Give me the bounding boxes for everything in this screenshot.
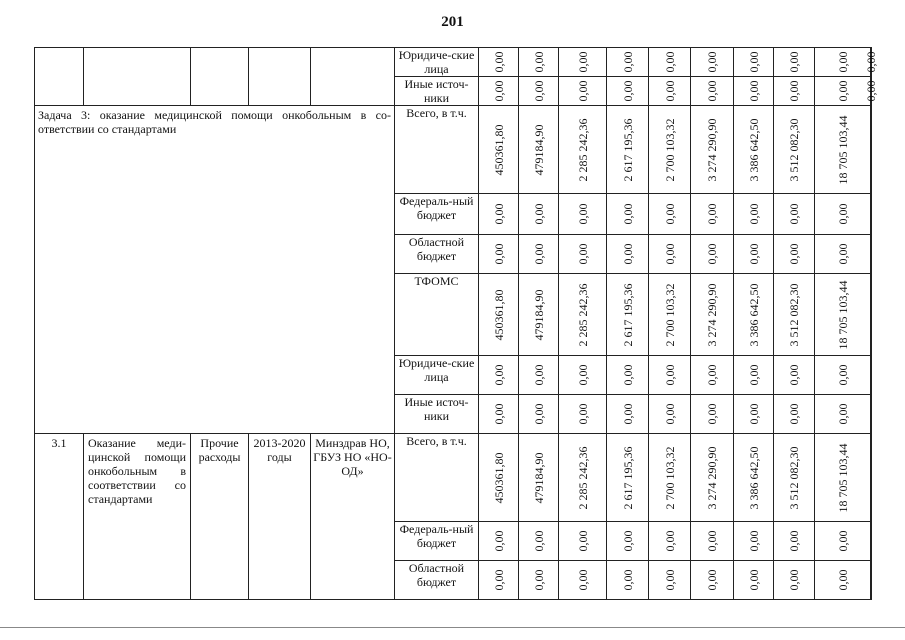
value-cell (649, 48, 691, 77)
value-cell (607, 274, 649, 356)
value-cell (734, 274, 774, 356)
value-text: 0,00 (787, 403, 801, 425)
value-text: 479184,90 (531, 124, 546, 175)
value-text: 479184,90 (531, 452, 546, 503)
value-cell (479, 235, 519, 274)
value-cell (774, 235, 815, 274)
value-cell (691, 48, 734, 77)
value-text: 0,00 (662, 530, 677, 552)
value-text: 450361,80 (491, 289, 506, 340)
value-cell (815, 274, 871, 356)
value-text: 0,00 (746, 243, 761, 265)
value-text: 0,00 (705, 243, 719, 265)
value-cell (649, 434, 691, 522)
value-cell (815, 395, 871, 434)
funding-source: Областной бюджет (395, 561, 479, 600)
value-text: 0,00 (746, 569, 761, 591)
value-text: 0,00 (575, 80, 590, 102)
value-text: 0,00 (787, 530, 801, 552)
value-cell (734, 235, 774, 274)
value-cell (815, 106, 871, 194)
value-text: 0,00 (864, 80, 878, 102)
funding-source: Всего, в т.ч. (395, 106, 479, 194)
value-cell (864, 77, 878, 106)
value-cell (479, 77, 519, 106)
value-text: 0,00 (575, 530, 590, 552)
value-text: 18 705 103,44 (835, 443, 850, 512)
value-text: 0,00 (746, 80, 761, 102)
value-cell (691, 395, 734, 434)
value-cell (649, 356, 691, 395)
value-text: 0,00 (835, 403, 850, 425)
value-text: 0,00 (575, 569, 590, 591)
value-text: 0,00 (787, 51, 801, 73)
table-row (35, 106, 872, 194)
value-text: 0,00 (531, 403, 546, 425)
value-cell (519, 77, 559, 106)
value-cell (607, 522, 649, 561)
value-text: 0,00 (705, 364, 719, 386)
value-text: 0,00 (746, 51, 761, 73)
value-text: 0,00 (575, 51, 590, 73)
value-text: 0,00 (575, 203, 590, 225)
value-cell (734, 194, 774, 235)
value-cell (774, 274, 815, 356)
value-text: 0,00 (864, 51, 878, 73)
value-cell (774, 434, 815, 522)
value-cell (607, 48, 649, 77)
value-cell (479, 434, 519, 522)
bottom-rule (0, 627, 905, 628)
value-cell (607, 356, 649, 395)
value-cell (734, 522, 774, 561)
value-text: 2 700 103,32 (662, 283, 677, 346)
value-cell (649, 194, 691, 235)
value-cell (519, 522, 559, 561)
value-text: 0,00 (620, 530, 635, 552)
value-text: 0,00 (787, 364, 801, 386)
value-cell (479, 274, 519, 356)
value-text: 0,00 (620, 569, 635, 591)
value-cell (871, 522, 872, 561)
page-number: 201 (441, 14, 464, 30)
value-cell (519, 434, 559, 522)
value-cell (559, 561, 607, 600)
value-cell (734, 48, 774, 77)
value-text: 0,00 (620, 403, 635, 425)
value-text: 3 274 290,90 (705, 118, 719, 181)
value-cell (871, 194, 872, 235)
value-text: 2 700 103,32 (662, 118, 677, 181)
value-text: 0,00 (835, 51, 850, 73)
value-text: 0,00 (531, 203, 546, 225)
value-text: 0,00 (491, 530, 506, 552)
value-cell (871, 561, 872, 600)
item-period: 2013-2020 годы (249, 434, 311, 600)
value-cell (649, 77, 691, 106)
value-cell (559, 395, 607, 434)
value-text: 0,00 (705, 51, 719, 73)
value-text: 0,00 (620, 364, 635, 386)
value-text: 0,00 (835, 530, 850, 552)
funding-source: Юридиче-ские лица (395, 48, 479, 77)
value-text: 0,00 (746, 203, 761, 225)
value-text: 3 274 290,90 (705, 283, 719, 346)
value-cell (815, 48, 871, 77)
value-text: 0,00 (746, 530, 761, 552)
task3-title: Задача 3: оказание медицинской помощи онкобольным в со-ответствии со стандартами (35, 106, 395, 434)
value-text: 0,00 (491, 243, 506, 265)
value-cell (871, 235, 872, 274)
value-text: 3 274 290,90 (705, 446, 719, 509)
empty-cell-executor (311, 48, 395, 106)
item-executor: Минздрав НО, ГБУЗ НО «НО-ОД» (311, 434, 395, 600)
value-cell (691, 356, 734, 395)
value-text: 2 700 103,32 (662, 446, 677, 509)
funding-source: Всего, в т.ч. (395, 434, 479, 522)
value-cell (649, 235, 691, 274)
value-text: 3 386 642,50 (746, 118, 761, 181)
value-cell (519, 48, 559, 77)
value-cell (479, 395, 519, 434)
value-cell (774, 395, 815, 434)
value-cell (691, 106, 734, 194)
value-cell (774, 561, 815, 600)
value-cell (691, 434, 734, 522)
value-text: 0,00 (662, 569, 677, 591)
value-text: 2 285 242,36 (575, 446, 590, 509)
value-cell (519, 274, 559, 356)
value-cell (559, 194, 607, 235)
value-text: 0,00 (746, 364, 761, 386)
value-cell (559, 522, 607, 561)
item-number: 3.1 (35, 434, 84, 600)
value-cell (519, 395, 559, 434)
value-text: 0,00 (531, 530, 546, 552)
value-text: 3 386 642,50 (746, 446, 761, 509)
value-text: 2 617 195,36 (620, 283, 635, 346)
value-text: 0,00 (705, 569, 719, 591)
value-text: 0,00 (531, 51, 546, 73)
value-cell (734, 561, 774, 600)
value-text: 0,00 (835, 364, 850, 386)
value-text: 450361,80 (491, 452, 506, 503)
value-text: 0,00 (705, 530, 719, 552)
value-cell (691, 561, 734, 600)
value-text: 0,00 (705, 403, 719, 425)
value-cell (559, 77, 607, 106)
funding-source: Иные источ-ники (395, 77, 479, 106)
value-cell (559, 106, 607, 194)
value-text: 0,00 (620, 243, 635, 265)
value-text: 479184,90 (531, 289, 546, 340)
value-text: 0,00 (531, 243, 546, 265)
value-cell (864, 48, 878, 77)
value-cell (774, 522, 815, 561)
value-cell (774, 77, 815, 106)
value-cell (815, 235, 871, 274)
value-cell (559, 48, 607, 77)
value-cell (871, 106, 872, 194)
value-cell (691, 77, 734, 106)
empty-cell-period (249, 48, 311, 106)
value-cell (734, 434, 774, 522)
empty-cell-expense (191, 48, 249, 106)
value-cell (774, 48, 815, 77)
value-text: 0,00 (787, 203, 801, 225)
value-cell (815, 194, 871, 235)
value-cell (479, 522, 519, 561)
value-cell (734, 77, 774, 106)
funding-source: Областной бюджет (395, 235, 479, 274)
value-cell (607, 235, 649, 274)
value-cell (559, 434, 607, 522)
value-cell (649, 395, 691, 434)
value-cell (774, 356, 815, 395)
value-text: 3 512 082,30 (787, 118, 801, 181)
value-text: 0,00 (662, 51, 677, 73)
value-text: 0,00 (575, 243, 590, 265)
value-cell (519, 106, 559, 194)
table-row (35, 48, 872, 77)
value-cell (479, 194, 519, 235)
value-cell (815, 356, 871, 395)
value-cell (559, 235, 607, 274)
value-cell (774, 194, 815, 235)
value-cell (607, 106, 649, 194)
funding-source: Федераль-ный бюджет (395, 522, 479, 561)
value-text: 0,00 (662, 203, 677, 225)
value-text: 18 705 103,44 (835, 115, 850, 184)
value-cell (479, 106, 519, 194)
value-text: 0,00 (662, 243, 677, 265)
value-text: 0,00 (575, 364, 590, 386)
value-cell (519, 194, 559, 235)
value-text: 0,00 (491, 80, 506, 102)
value-cell (519, 356, 559, 395)
value-text: 0,00 (835, 243, 850, 265)
item-expense-type: Прочие расходы (191, 434, 249, 600)
value-cell (519, 561, 559, 600)
value-text: 0,00 (620, 80, 635, 102)
value-text: 0,00 (491, 403, 506, 425)
value-cell (607, 395, 649, 434)
value-cell (871, 274, 872, 356)
value-text: 3 512 082,30 (787, 283, 801, 346)
value-text: 0,00 (705, 203, 719, 225)
value-text: 0,00 (835, 203, 850, 225)
funding-source: ТФОМС (395, 274, 479, 356)
value-cell (519, 235, 559, 274)
value-cell (871, 356, 872, 395)
value-text: 2 617 195,36 (620, 446, 635, 509)
value-cell (691, 235, 734, 274)
value-text: 2 285 242,36 (575, 283, 590, 346)
value-cell (607, 77, 649, 106)
value-text: 0,00 (531, 80, 546, 102)
value-text: 0,00 (531, 569, 546, 591)
value-text: 0,00 (491, 364, 506, 386)
value-cell (774, 106, 815, 194)
item-name: Оказание меди-цинской помощи онкобольным в соответствии со стандартами (84, 434, 191, 600)
value-cell (871, 434, 872, 522)
value-cell (734, 106, 774, 194)
value-cell (649, 561, 691, 600)
value-text: 3 386 642,50 (746, 283, 761, 346)
value-cell (871, 395, 872, 434)
value-cell (815, 77, 871, 106)
value-text: 0,00 (531, 364, 546, 386)
value-cell (479, 48, 519, 77)
value-text: 0,00 (662, 364, 677, 386)
value-cell (649, 522, 691, 561)
value-text: 0,00 (787, 243, 801, 265)
value-cell (815, 434, 871, 522)
table-row (35, 434, 872, 522)
value-text: 0,00 (662, 80, 677, 102)
value-text: 0,00 (835, 80, 850, 102)
value-text: 2 285 242,36 (575, 118, 590, 181)
value-cell (691, 194, 734, 235)
empty-cell-number (35, 48, 84, 106)
value-cell (479, 356, 519, 395)
value-cell (815, 561, 871, 600)
value-text: 0,00 (491, 51, 506, 73)
funding-source: Федераль-ный бюджет (395, 194, 479, 235)
value-text: 0,00 (620, 203, 635, 225)
value-cell (559, 274, 607, 356)
value-text: 0,00 (662, 403, 677, 425)
value-cell (479, 561, 519, 600)
value-cell (734, 356, 774, 395)
value-text: 0,00 (491, 569, 506, 591)
funding-source: Иные источ-ники (395, 395, 479, 434)
value-cell (815, 522, 871, 561)
value-text: 450361,80 (491, 124, 506, 175)
value-text: 0,00 (835, 569, 850, 591)
funding-source: Юридиче-ские лица (395, 356, 479, 395)
value-cell (649, 106, 691, 194)
value-text: 3 512 082,30 (787, 446, 801, 509)
value-cell (607, 194, 649, 235)
value-cell (691, 274, 734, 356)
value-cell (607, 561, 649, 600)
value-text: 0,00 (491, 203, 506, 225)
funding-table (34, 47, 878, 600)
value-text: 0,00 (575, 403, 590, 425)
value-text: 0,00 (787, 569, 801, 591)
value-cell (607, 434, 649, 522)
value-cell (559, 356, 607, 395)
empty-cell-name (84, 48, 191, 106)
value-cell (649, 274, 691, 356)
value-cell (691, 522, 734, 561)
value-text: 18 705 103,44 (835, 280, 850, 349)
value-text: 0,00 (620, 51, 635, 73)
value-text: 0,00 (746, 403, 761, 425)
value-text: 2 617 195,36 (620, 118, 635, 181)
value-text: 0,00 (705, 80, 719, 102)
value-text: 0,00 (787, 80, 801, 102)
value-cell (734, 395, 774, 434)
